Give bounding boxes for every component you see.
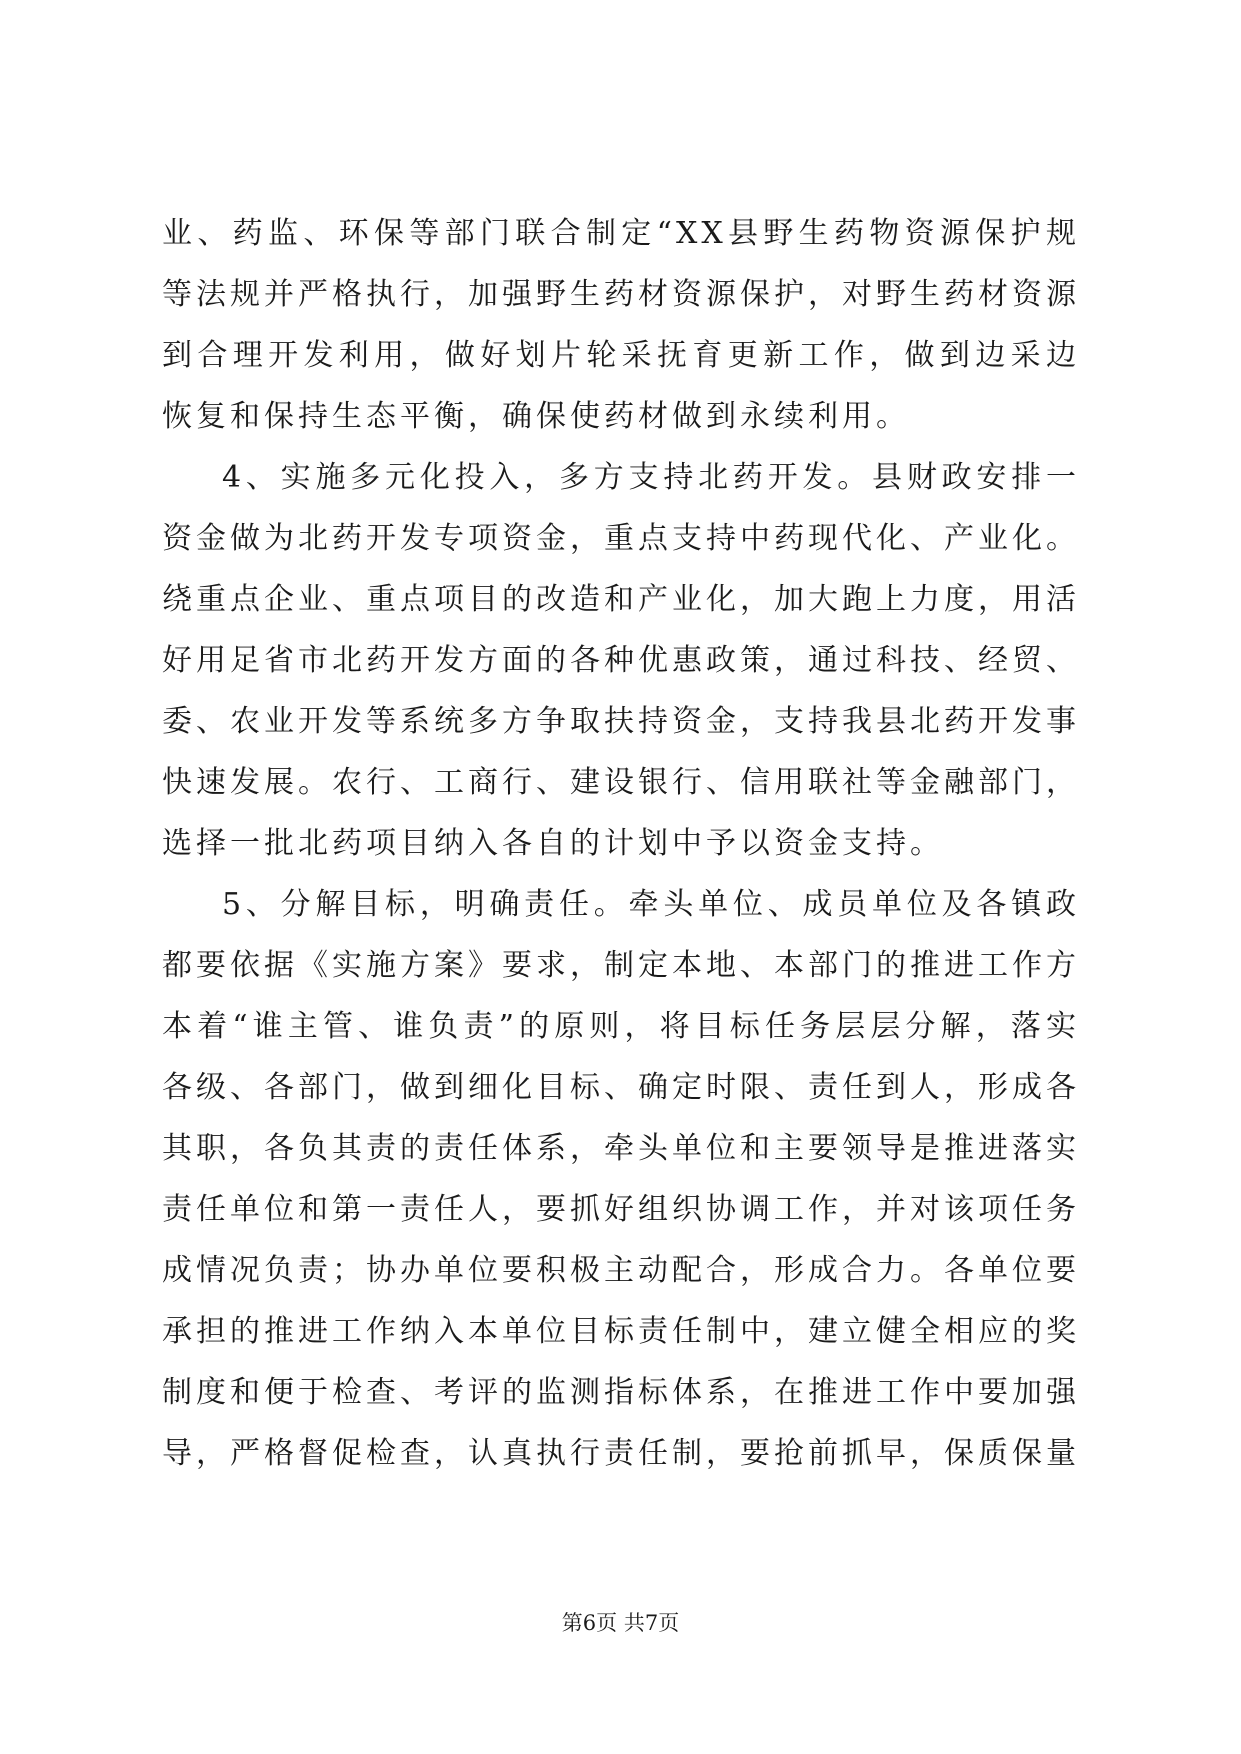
text-line: 其职，各负其责的责任体系，牵头单位和主要领导是推进落实 [162,1131,1080,1166]
text-line: 各级、各部门，做到细化目标、确定时限、责任到人，形成各 [162,1070,1080,1105]
text-line: 资金做为北药开发专项资金，重点支持中药现代化、产业化。 [162,521,1080,556]
text-line: 制度和便于检查、考评的监测指标体系，在推进工作中要加强 [162,1375,1080,1410]
text-line: 责任单位和第一责任人，要抓好组织协调工作，并对该项任务 [162,1192,1080,1227]
text-line: 绕重点企业、重点项目的改造和产业化，加大跑上力度，用活 [162,582,1080,617]
text-line: 导，严格督促检查，认真执行责任制，要抢前抓早，保质保量 [162,1436,1080,1471]
text-line: 选择一批北药项目纳入各自的计划中予以资金支持。 [162,826,944,861]
text-line: 业、药监、环保等部门联合制定“XX县野生药物资源保护规 [162,216,1080,251]
text-line: 好用足省市北药开发方面的各种优惠政策，通过科技、经贸、 [162,643,1080,678]
body-text [162,203,1080,1484]
text-line: 本着“谁主管、谁负责”的原则，将目标任务层层分解，落实 [162,1009,1080,1044]
text-line: 都要依据《实施方案》要求，制定本地、本部门的推进工作方 [162,948,1080,983]
text-line: 成情况负责；协办单位要积极主动配合，形成合力。各单位要 [162,1253,1080,1288]
page-footer [0,1607,1241,1637]
paragraph-start-line: 4、实施多元化投入，多方支持北药开发。县财政安排一 [222,460,1080,495]
text-line: 快速发展。农行、工商行、建设银行、信用联社等金融部门， [162,765,1080,800]
text-line: 到合理开发利用，做好划片轮采抚育更新工作，做到边采边 [162,338,1080,373]
paragraph-start-line: 5、分解目标，明确责任。牵头单位、成员单位及各镇政 [222,887,1080,922]
text-line: 承担的推进工作纳入本单位目标责任制中，建立健全相应的奖 [162,1314,1080,1349]
text-line: 恢复和保持生态平衡，确保使药材做到永续利用。 [162,399,910,434]
text-line: 委、农业开发等系统多方争取扶持资金，支持我县北药开发事 [162,704,1080,739]
text-line: 等法规并严格执行，加强野生药材资源保护，对野生药材资源 [162,277,1080,312]
page-number: 第6页 共7页 [561,1611,680,1635]
